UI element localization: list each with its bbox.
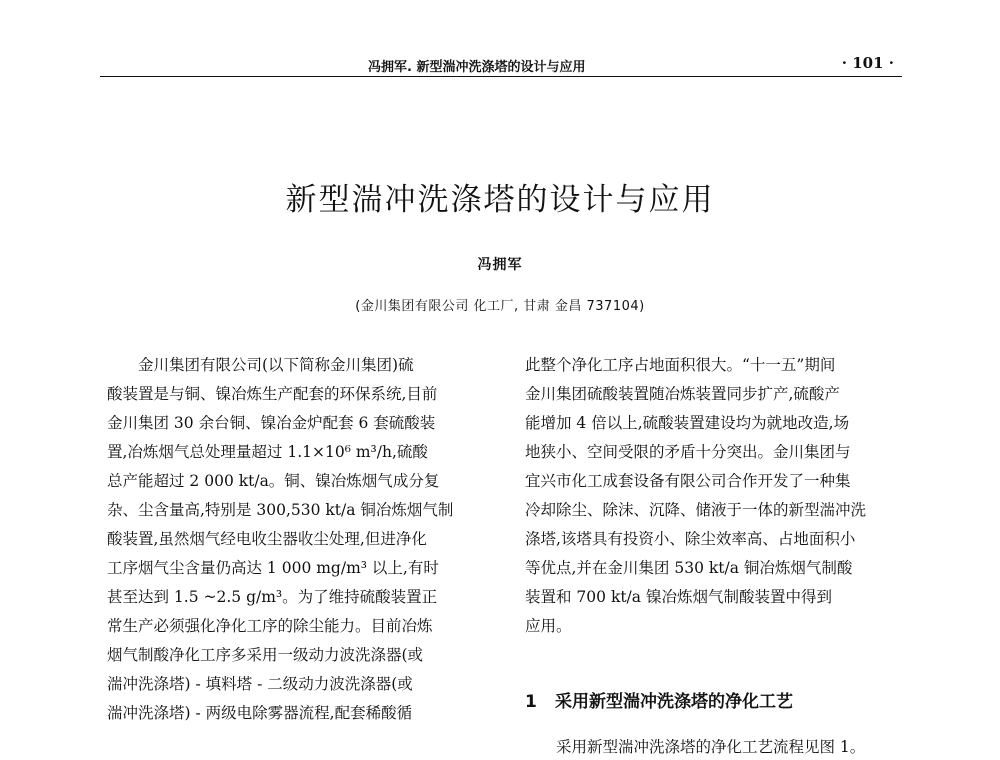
text-line: 宜兴市化工成套设备有限公司合作开发了一种集 [525, 472, 851, 490]
text-line: 金川集团 30 余台铜、镍冶金炉配套 6 套硫酸装 [107, 414, 436, 432]
page-number: · 101 · [841, 54, 894, 72]
text-line: 金川集团硫酸装置随冶炼装置同步扩产,硫酸产 [525, 385, 840, 403]
text-line: 能增加 4 倍以上,硫酸装置建设均为就地改造,场 [525, 414, 850, 432]
text-line: 装置和 700 kt/a 镍冶炼烟气制酸装置中得到 [525, 588, 832, 606]
text-line: 湍冲洗涤塔) - 填料塔 - 二级动力波洗涤器(或 [107, 675, 413, 693]
text-line: 杂、尘含量高,特别是 300,530 kt/a 铜冶炼烟气制 [107, 501, 454, 519]
text-line: 应用。 [525, 617, 572, 635]
text-line: 烟气制酸净化工序多采用一级动力波洗涤器(或 [107, 646, 424, 664]
section-title: 采用新型湍冲洗涤塔的净化工艺 [555, 692, 793, 712]
author-name: 冯拥军 [477, 257, 523, 273]
text-line: 酸装置,虽然烟气经电收尘器收尘处理,但进净化 [107, 530, 427, 548]
text-line: 总产能超过 2 000 kt/a。铜、镍冶炼烟气成分复 [107, 472, 440, 490]
text-line: 金川集团有限公司(以下简称金川集团)硫 [138, 356, 414, 374]
running-title: 冯拥军. 新型湍冲洗涤塔的设计与应用 [368, 60, 586, 75]
text-line: 酸装置是与铜、镍冶炼生产配套的环保系统,目前 [107, 385, 438, 403]
text-line: 甚至达到 1.5 ~2.5 g/m³。为了维持硫酸装置正 [107, 588, 438, 606]
text-line: 等优点,并在金川集团 530 kt/a 铜冶炼烟气制酸 [525, 559, 853, 577]
section-first-line: 采用新型湍冲洗涤塔的净化工艺流程见图 1。 [556, 738, 866, 756]
text-line: 工序烟气尘含量仍高达 1 000 mg/m³ 以上,有时 [107, 559, 439, 577]
article-title: 新型湍冲洗涤塔的设计与应用 [285, 182, 715, 218]
text-line: 冷却除尘、除沫、沉降、储液于一体的新型湍冲洗 [525, 501, 867, 519]
text-line: 置,冶炼烟气总处理量超过 1.1×10⁶ m³/h,硫酸 [107, 443, 428, 461]
right-column [525, 351, 903, 641]
text-line: 湍冲洗涤塔) - 两级电除雾器流程,配套稀酸循 [107, 704, 413, 722]
running-header [100, 52, 902, 77]
text-line: 涤塔,该塔具有投资小、除尘效率高、占地面积小 [525, 530, 856, 548]
left-column [107, 351, 485, 728]
affiliation: (金川集团有限公司 化工厂, 甘肃 金昌 737104) [355, 299, 645, 314]
text-line: 此整个净化工序占地面积很大。“十一五”期间 [525, 356, 836, 374]
text-line: 常生产必须强化净化工序的除尘能力。目前冶炼 [107, 617, 433, 635]
section-heading [525, 687, 793, 712]
section-number: 1 [525, 692, 537, 712]
text-line: 地狭小、空间受限的矛盾十分突出。金川集团与 [525, 443, 851, 461]
